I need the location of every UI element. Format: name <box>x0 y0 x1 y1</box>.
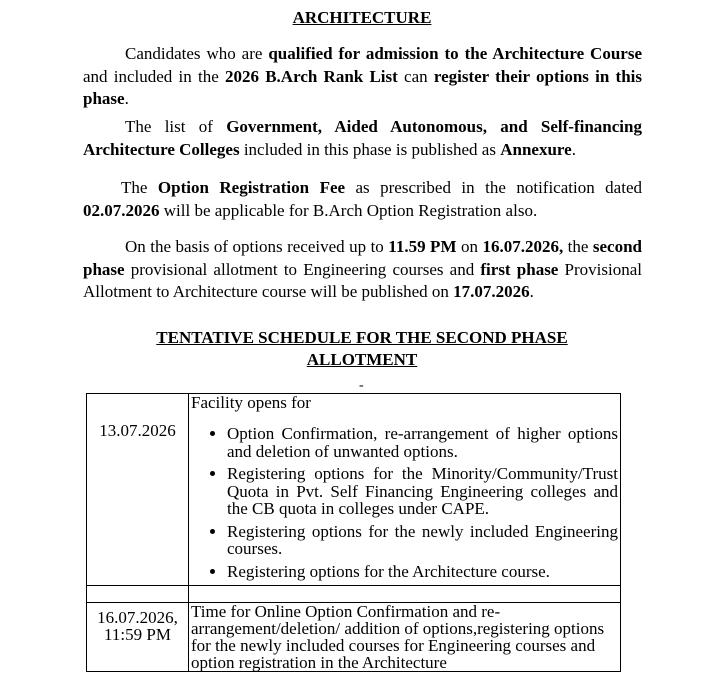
schedule-date: 13.07.2026 <box>99 421 176 440</box>
facility-list <box>189 425 620 580</box>
paragraph-allotment-info: On the basis of options received up to 11.59 PM on 16.07.2026, the second phase provisional allotment to Engineering courses and first phase Provisional Allotment to Architecture course will be published on 17.07.2026. <box>83 237 643 301</box>
schedule-description-cell <box>189 394 621 586</box>
section-heading: ARCHITECTURE <box>292 8 432 27</box>
schedule-title-line-2: ALLOTMENT <box>306 350 418 369</box>
schedule-description: Time for Online Option Confirmation and re-arrangement/deletion/ addition of options,registering options for the newly included courses for Engineering courses and option registration in the Architecture <box>191 602 605 672</box>
separator-dash: - <box>359 378 364 393</box>
schedule-date-cell <box>87 394 189 586</box>
schedule-date: 16.07.2026, 11:59 PM <box>97 608 178 644</box>
schedule-date-cell <box>87 603 189 672</box>
paragraph-registration-fee: The Option Registration Fee as prescribed in the notification dated 02.07.2026 will be applicable for B.Arch Option Registration also. <box>83 178 642 220</box>
schedule-description-cell <box>189 603 621 672</box>
schedule-title <box>100 327 624 371</box>
table-spacer-row <box>87 586 621 603</box>
facility-title: Facility opens for <box>191 393 311 412</box>
paragraph-college-list: The list of Government, Aided Autonomous, and Self-financing Architecture Colleges included in this phase is published as Annexure. <box>83 117 642 159</box>
table-row <box>87 603 621 672</box>
paragraph-qualified-candidates: Candidates who are qualified for admission to the Architecture Course and included in the 2026 B.Arch Rank List can register their options in this phase. <box>83 44 642 108</box>
schedule-table <box>86 393 621 672</box>
table-row <box>87 394 621 586</box>
schedule-title-line-1: TENTATIVE SCHEDULE FOR THE SECOND PHASE <box>156 328 568 347</box>
list-item: • Registering options for the newly included Engineering courses. <box>227 523 620 558</box>
list-item: • Registering options for the Minority/Community/Trust Quota in Pvt. Self Financing Engineering colleges and the CB quota in colleges under CAPE. <box>227 465 620 518</box>
list-item: • Registering options for the Architecture course. <box>227 563 620 581</box>
list-item: • Option Confirmation, re-arrangement of higher options and deletion of unwanted options. <box>227 425 620 460</box>
